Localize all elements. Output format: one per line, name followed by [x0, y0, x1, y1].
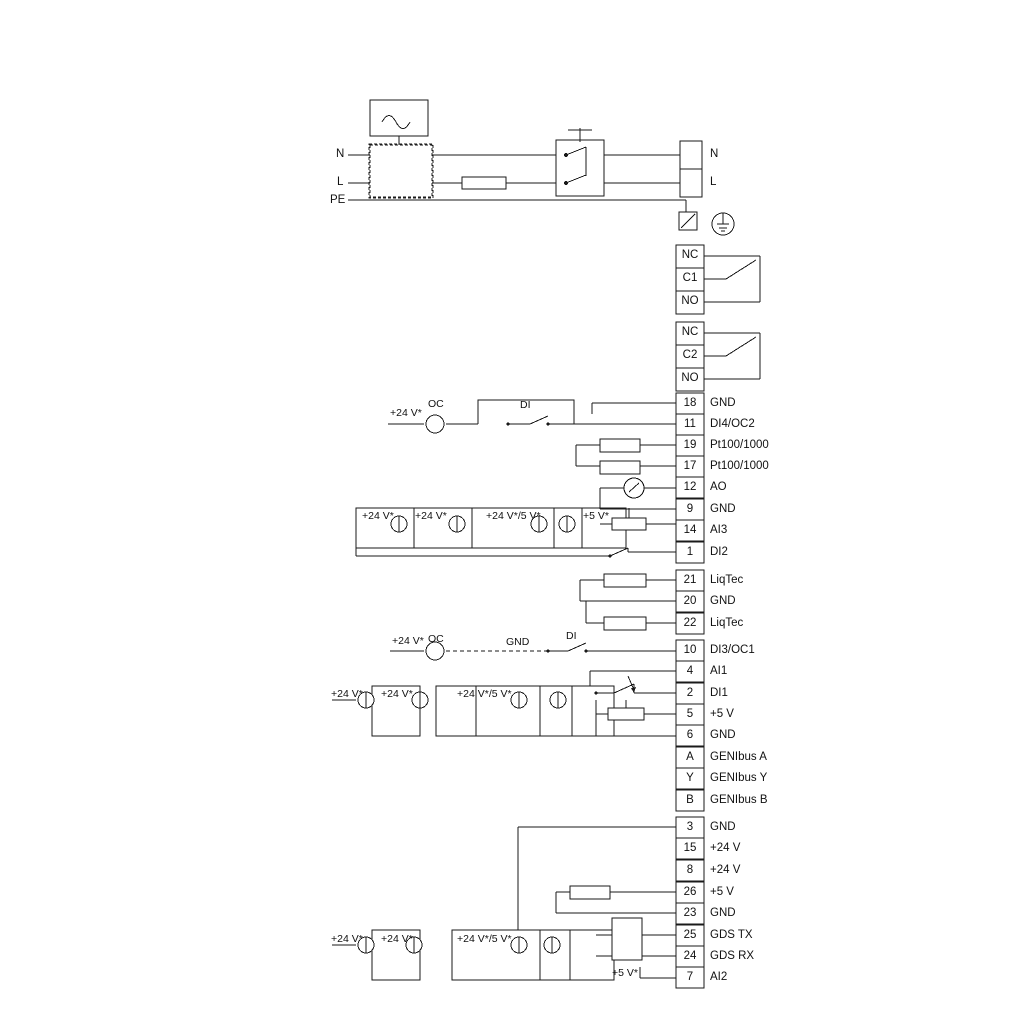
- terminal-label-3: GND: [710, 821, 736, 833]
- relay1-terminal-c1: C1: [682, 272, 698, 284]
- relay2-terminal-no: NO: [681, 372, 699, 384]
- terminal-number-18: 18: [683, 397, 697, 409]
- terminal-number-4: 4: [686, 665, 694, 677]
- annotation-a13: +24 V*: [381, 688, 413, 700]
- terminal-label-19: Pt100/1000: [710, 439, 769, 451]
- mains-pe-label: PE: [330, 194, 346, 206]
- annotation-a12: +24 V*: [331, 688, 363, 700]
- terminal-number-8: 8: [686, 864, 694, 876]
- terminal-label-genibus-a: GENIbus A: [710, 751, 767, 763]
- terminal-number-6: 6: [686, 729, 694, 741]
- terminal-label-24: GDS RX: [710, 950, 755, 962]
- annotation-a10: GND: [506, 636, 530, 648]
- terminal-number-2: 2: [686, 687, 694, 699]
- annotation-a5: +24 V*: [415, 510, 447, 522]
- relay1-terminal-no: NO: [681, 295, 699, 307]
- annotation-a9: OC: [428, 633, 444, 645]
- annotation-a4: +24 V*: [362, 510, 394, 522]
- terminal-number-24: 24: [683, 950, 697, 962]
- terminal-number-a: A: [686, 751, 694, 763]
- terminal-label-1: DI2: [710, 546, 728, 558]
- terminal-number-9: 9: [686, 503, 694, 515]
- terminal-label-4: AI1: [710, 665, 728, 677]
- terminal-label-21: LiqTec: [710, 574, 744, 586]
- terminal-number-7: 7: [686, 971, 694, 983]
- relay1-terminal-nc: NC: [681, 249, 699, 261]
- mains-l-input-label: L: [337, 176, 344, 188]
- terminal-number-15: 15: [683, 842, 697, 854]
- mains-n-output-label: N: [710, 148, 719, 160]
- ac-waveform-icon: [370, 100, 428, 136]
- terminal-number-19: 19: [683, 439, 697, 451]
- terminal-label-5: +5 V: [710, 708, 734, 720]
- terminal-number-1: 1: [686, 546, 694, 558]
- terminal-label-7: AI2: [710, 971, 728, 983]
- terminal-label-10: DI3/OC1: [710, 644, 755, 656]
- annotation-a2: OC: [428, 398, 444, 410]
- terminal-label-genibus-b: GENIbus B: [710, 794, 768, 806]
- annotation-a11: DI: [566, 630, 577, 642]
- annotation-a1: +24 V*: [390, 407, 422, 419]
- terminal-number-25: 25: [683, 929, 697, 941]
- terminal-number-12: 12: [683, 481, 697, 493]
- terminal-label-22: LiqTec: [710, 617, 744, 629]
- terminal-label-15: +24 V: [710, 842, 741, 854]
- terminal-label-17: Pt100/1000: [710, 460, 769, 472]
- terminal-label-26: +5 V: [710, 886, 734, 898]
- terminal-label-23: GND: [710, 907, 736, 919]
- annotation-a8: +24 V*: [392, 635, 424, 647]
- annotation-a17: +24 V*/5 V*: [457, 933, 512, 945]
- terminal-label-9: GND: [710, 503, 736, 515]
- mains-l-output-label: L: [710, 176, 717, 188]
- terminal-number-3: 3: [686, 821, 694, 833]
- terminal-number-14: 14: [683, 524, 697, 536]
- terminal-number-20: 20: [683, 595, 697, 607]
- terminal-number-23: 23: [683, 907, 697, 919]
- annotation-a15: +24 V*: [331, 933, 363, 945]
- terminal-number-17: 17: [683, 460, 697, 472]
- terminal-label-25: GDS TX: [710, 929, 753, 941]
- terminal-label-14: AI3: [710, 524, 728, 536]
- terminal-label-2: DI1: [710, 687, 728, 699]
- terminal-label-18: GND: [710, 397, 736, 409]
- terminal-number-10: 10: [683, 644, 697, 656]
- terminal-label-8: +24 V: [710, 864, 741, 876]
- terminal-label-12: AO: [710, 481, 727, 493]
- mains-n-input-label: N: [336, 148, 345, 160]
- annotation-a16: +24 V*: [381, 933, 413, 945]
- terminal-number-22: 22: [683, 617, 697, 629]
- annotation-a6: +24 V*/5 V*: [486, 510, 541, 522]
- relay2-terminal-nc: NC: [681, 326, 699, 338]
- terminal-number-b: B: [686, 794, 694, 806]
- annotation-a18: +5 V*: [612, 967, 638, 979]
- annotation-a14: +24 V*/5 V*: [457, 688, 512, 700]
- terminal-number-26: 26: [683, 886, 697, 898]
- annotation-a3: DI: [520, 399, 531, 411]
- terminal-number-y: Y: [686, 772, 694, 784]
- terminal-label-genibus-y: GENIbus Y: [710, 772, 768, 784]
- terminal-label-11: DI4/OC2: [710, 418, 755, 430]
- relay2-terminal-c2: C2: [682, 349, 698, 361]
- terminal-number-11: 11: [684, 418, 696, 430]
- terminal-number-5: 5: [686, 708, 694, 720]
- terminal-number-21: 21: [683, 574, 697, 586]
- terminal-label-20: GND: [710, 595, 736, 607]
- annotation-a7: +5 V*: [583, 510, 609, 522]
- terminal-label-6: GND: [710, 729, 736, 741]
